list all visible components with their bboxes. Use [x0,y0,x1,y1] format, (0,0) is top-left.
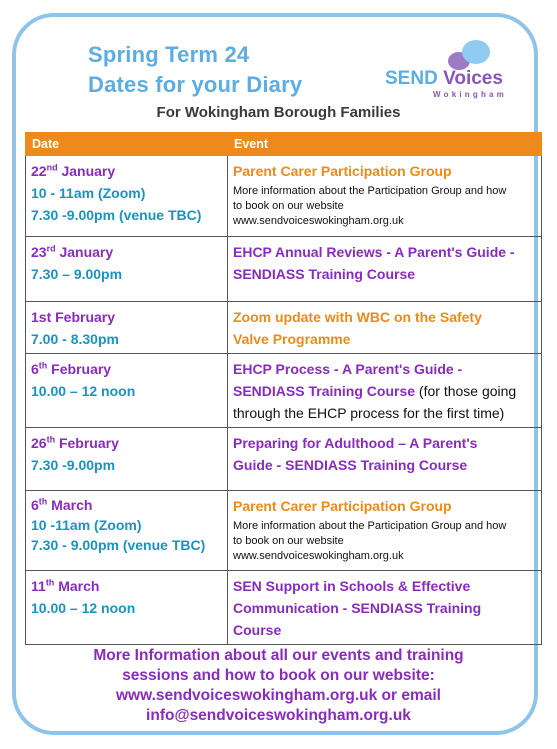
time-label: 10 -11am (Zoom) [31,517,142,533]
table-row [26,491,542,571]
event-title: Parent Carer Participation Group [233,498,452,514]
table-row [26,354,542,428]
logo-wordmark: SEND Voices [385,68,503,89]
footer-email-link[interactable]: info@sendvoiceswokingham.org.uk [146,707,411,724]
date-cell [26,571,228,645]
event-note: More information about the Participation Group and how to book on our website www.sendvoiceswokingham.org.uk [233,185,507,227]
footer-info [30,646,527,726]
send-voices-logo [383,38,513,104]
event-cell [228,156,542,237]
header-event: Event [228,133,542,156]
event-cell [228,302,542,354]
date-label: 22nd January [31,162,116,179]
time-label: 7.30 -9.00pm (venue TBC) [31,207,202,223]
date-label: 1st February [31,309,116,325]
time-label: 7.00 - 8.30pm [31,331,119,347]
event-cell [228,237,542,302]
table-header-row [26,133,542,156]
date-cell [26,491,228,571]
footer-line: More Information about all our events and training [93,647,464,664]
event-title: Communication - SENDIASS Training [233,600,482,616]
event-title: Guide - SENDIASS Training Course [233,457,468,473]
table-row [26,156,542,237]
header-date: Date [26,133,228,156]
event-cell [228,491,542,571]
event-title: EHCP Annual Reviews - A Parent's Guide - [233,244,515,260]
time-label: 10.00 – 12 noon [31,600,136,616]
event-title: Valve Programme [233,331,351,347]
date-label: 6th February [31,360,112,377]
logo-subtext: Wokingham [433,90,507,99]
table-row [26,237,542,302]
speech-bubble-blue-icon [462,40,490,64]
table-row [26,428,542,491]
event-title: Course [233,622,282,638]
page-title [88,40,302,100]
date-cell [26,354,228,428]
title-line-2: Dates for your Diary [88,72,303,97]
event-cell [228,571,542,645]
event-cell [228,354,542,428]
event-title: SENDIASS Training Course (for those going [233,383,517,399]
event-detail: through the EHCP process for the first time) [233,405,505,421]
table-row [26,302,542,354]
date-cell [26,302,228,354]
date-label: 6th March [31,496,93,513]
footer-website-link[interactable]: www.sendvoiceswokingham.org.uk or email [115,687,441,704]
title-line-1: Spring Term 24 [88,42,250,67]
event-cell [228,428,542,491]
event-title: Parent Carer Participation Group [233,163,452,179]
event-title: Preparing for Adulthood – A Parent's [233,435,478,451]
date-cell [26,428,228,491]
event-note: More information about the Participation Group and how to book on our website www.sendvoiceswokingham.org.uk [233,520,507,562]
time-label: 7.30 -9.00pm [31,457,116,473]
date-cell [26,156,228,237]
date-cell [26,237,228,302]
time-label: 7.30 - 9.00pm (venue TBC) [31,537,206,553]
time-label: 10.00 – 12 noon [31,383,136,399]
time-label: 10 - 11am (Zoom) [31,185,146,201]
time-label: 7.30 – 9.00pm [31,266,123,282]
event-title: SENDIASS Training Course [233,266,416,282]
footer-line: sessions and how to book on our website: [122,667,435,684]
table-row [26,571,542,645]
event-title: SEN Support in Schools & Effective [233,578,471,594]
date-label: 11th March [31,577,100,594]
date-label: 26th February [31,434,119,451]
event-title: Zoom update with WBC on the Safety [233,309,482,325]
events-table [25,132,542,645]
page-subtitle: For Wokingham Borough Families [156,104,401,121]
date-label: 23rd January [31,243,114,260]
event-title: EHCP Process - A Parent's Guide - [233,361,463,377]
